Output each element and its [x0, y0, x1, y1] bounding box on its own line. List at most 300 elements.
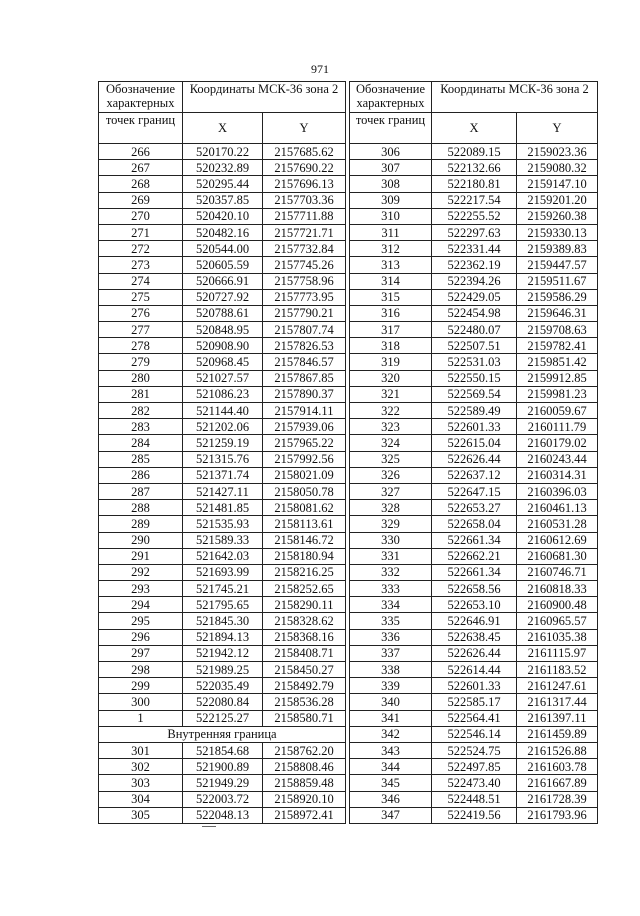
table-row	[99, 645, 346, 661]
y-value: 2158859.48	[263, 775, 346, 791]
table-row	[350, 726, 598, 742]
y-value: 2157773.95	[263, 289, 346, 305]
y-value: 2157807.74	[263, 322, 346, 338]
y-value: 2161526.88	[517, 742, 598, 758]
y-value: 2157696.13	[263, 176, 346, 192]
table-row	[350, 403, 598, 419]
x-value: 521259.19	[183, 435, 263, 451]
table-row	[350, 532, 598, 548]
point-id: 339	[350, 678, 432, 694]
table-row	[350, 322, 598, 338]
point-id: 296	[99, 629, 183, 645]
point-id: 305	[99, 807, 183, 823]
table-row	[350, 483, 598, 499]
point-id: 270	[99, 208, 183, 224]
y-value: 2161397.11	[517, 710, 598, 726]
point-id: 328	[350, 500, 432, 516]
x-value: 522180.81	[432, 176, 517, 192]
y-value: 2159023.36	[517, 144, 598, 160]
table-row	[99, 548, 346, 564]
x-header: X	[432, 113, 517, 144]
y-value: 2158081.62	[263, 500, 346, 516]
point-id: 340	[350, 694, 432, 710]
y-value: 2158920.10	[263, 791, 346, 807]
table-row	[350, 176, 598, 192]
point-id: 341	[350, 710, 432, 726]
x-value: 522626.44	[432, 645, 517, 661]
x-value: 520420.10	[183, 208, 263, 224]
point-id: 273	[99, 257, 183, 273]
point-id: 347	[350, 807, 432, 823]
point-id: 336	[350, 629, 432, 645]
x-value: 522662.21	[432, 548, 517, 564]
table-row	[99, 759, 346, 775]
table-row	[350, 662, 598, 678]
y-value: 2157992.56	[263, 451, 346, 467]
y-value: 2158021.09	[263, 467, 346, 483]
x-value: 522653.10	[432, 597, 517, 613]
col-point-header-cont: точек границ	[99, 113, 183, 144]
point-id: 318	[350, 338, 432, 354]
y-value: 2160531.28	[517, 516, 598, 532]
y-value: 2159912.85	[517, 370, 598, 386]
y-value: 2159447.57	[517, 257, 598, 273]
point-id: 338	[350, 662, 432, 678]
y-value: 2157758.96	[263, 273, 346, 289]
y-value: 2157685.62	[263, 144, 346, 160]
x-value: 522507.51	[432, 338, 517, 354]
point-id: 308	[350, 176, 432, 192]
y-value: 2161035.38	[517, 629, 598, 645]
x-value: 522035.49	[183, 678, 263, 694]
x-value: 522569.54	[432, 386, 517, 402]
table-row	[350, 338, 598, 354]
y-value: 2158180.94	[263, 548, 346, 564]
table-row	[350, 289, 598, 305]
x-value: 522217.54	[432, 192, 517, 208]
table-row	[99, 662, 346, 678]
y-value: 2160681.30	[517, 548, 598, 564]
table-row	[350, 678, 598, 694]
y-value: 2161728.39	[517, 791, 598, 807]
y-value: 2160818.33	[517, 581, 598, 597]
table-row	[350, 645, 598, 661]
point-id: 322	[350, 403, 432, 419]
point-id: 302	[99, 759, 183, 775]
point-id: 297	[99, 645, 183, 661]
point-id: 300	[99, 694, 183, 710]
point-id: 324	[350, 435, 432, 451]
coordinates-table-right	[349, 81, 598, 824]
x-value: 521854.68	[183, 742, 263, 758]
y-value: 2159201.20	[517, 192, 598, 208]
coords-header: Координаты МСК-36 зона 2	[183, 82, 346, 113]
coordinates-table-left	[98, 81, 346, 824]
x-value: 522362.19	[432, 257, 517, 273]
col-point-header-cont: точек границ	[350, 113, 432, 144]
table-row	[350, 160, 598, 176]
point-id: 325	[350, 451, 432, 467]
col-point-header: Обозначение характерных	[99, 82, 183, 113]
table-row	[350, 354, 598, 370]
x-value: 521481.85	[183, 500, 263, 516]
y-value: 2158050.78	[263, 483, 346, 499]
x-value: 522429.05	[432, 289, 517, 305]
point-id: 317	[350, 322, 432, 338]
x-value: 522550.15	[432, 370, 517, 386]
point-id: 291	[99, 548, 183, 564]
point-id: 311	[350, 224, 432, 240]
x-value: 522089.15	[432, 144, 517, 160]
table-row	[99, 144, 346, 160]
y-value: 2161247.61	[517, 678, 598, 694]
y-value: 2161459.89	[517, 726, 598, 742]
x-value: 521027.57	[183, 370, 263, 386]
point-id: 287	[99, 483, 183, 499]
point-id: 266	[99, 144, 183, 160]
table-row	[99, 338, 346, 354]
table-row	[350, 305, 598, 321]
x-value: 520848.95	[183, 322, 263, 338]
section-inner-boundary: Внутренняя граница	[99, 726, 346, 742]
x-value: 522297.63	[432, 224, 517, 240]
y-value: 2160746.71	[517, 564, 598, 580]
point-id: 326	[350, 467, 432, 483]
y-value: 2161667.89	[517, 775, 598, 791]
table-row	[99, 419, 346, 435]
table-row	[99, 775, 346, 791]
table-row	[99, 224, 346, 240]
y-value: 2160179.02	[517, 435, 598, 451]
point-id: 333	[350, 581, 432, 597]
table-row	[99, 354, 346, 370]
table-row	[99, 516, 346, 532]
table-row	[99, 483, 346, 499]
point-id: 313	[350, 257, 432, 273]
table-row	[350, 710, 598, 726]
y-value: 2159389.83	[517, 241, 598, 257]
y-value: 2161603.78	[517, 759, 598, 775]
x-value: 522080.84	[183, 694, 263, 710]
x-value: 522589.49	[432, 403, 517, 419]
x-value: 522473.40	[432, 775, 517, 791]
y-value: 2158808.46	[263, 759, 346, 775]
y-value: 2160396.03	[517, 483, 598, 499]
y-value: 2157790.21	[263, 305, 346, 321]
x-value: 522454.98	[432, 305, 517, 321]
x-value: 520788.61	[183, 305, 263, 321]
point-id: 298	[99, 662, 183, 678]
point-id: 281	[99, 386, 183, 402]
y-value: 2157965.22	[263, 435, 346, 451]
table-row	[350, 759, 598, 775]
table-row	[99, 322, 346, 338]
table-row	[99, 403, 346, 419]
x-value: 522497.85	[432, 759, 517, 775]
x-value: 521900.89	[183, 759, 263, 775]
point-id: 309	[350, 192, 432, 208]
table-row	[350, 548, 598, 564]
y-value: 2159981.23	[517, 386, 598, 402]
y-value: 2159782.41	[517, 338, 598, 354]
point-id: 332	[350, 564, 432, 580]
x-value: 521942.12	[183, 645, 263, 661]
point-id: 307	[350, 160, 432, 176]
x-value: 521845.30	[183, 613, 263, 629]
x-value: 522637.12	[432, 467, 517, 483]
y-value: 2157721.71	[263, 224, 346, 240]
y-value: 2157732.84	[263, 241, 346, 257]
point-id: 293	[99, 581, 183, 597]
table-row	[99, 629, 346, 645]
point-id: 314	[350, 273, 432, 289]
x-value: 522003.72	[183, 791, 263, 807]
y-value: 2160243.44	[517, 451, 598, 467]
point-id: 344	[350, 759, 432, 775]
x-value: 522626.44	[432, 451, 517, 467]
y-value: 2157939.06	[263, 419, 346, 435]
y-value: 2158290.11	[263, 597, 346, 613]
x-value: 520727.92	[183, 289, 263, 305]
x-value: 522661.34	[432, 532, 517, 548]
table-row	[350, 597, 598, 613]
x-value: 522480.07	[432, 322, 517, 338]
y-value: 2160111.79	[517, 419, 598, 435]
x-value: 520605.59	[183, 257, 263, 273]
point-id: 292	[99, 564, 183, 580]
table-row	[99, 273, 346, 289]
x-value: 521535.93	[183, 516, 263, 532]
y-value: 2158762.20	[263, 742, 346, 758]
point-id: 343	[350, 742, 432, 758]
y-value: 2160461.13	[517, 500, 598, 516]
y-value: 2159586.29	[517, 289, 598, 305]
x-value: 522661.34	[432, 564, 517, 580]
point-id: 285	[99, 451, 183, 467]
y-value: 2159260.38	[517, 208, 598, 224]
point-id: 301	[99, 742, 183, 758]
x-value: 521427.11	[183, 483, 263, 499]
y-value: 2158146.72	[263, 532, 346, 548]
point-id: 289	[99, 516, 183, 532]
y-value: 2158252.65	[263, 581, 346, 597]
x-value: 522646.91	[432, 613, 517, 629]
table-row	[350, 241, 598, 257]
point-id: 303	[99, 775, 183, 791]
x-value: 521642.03	[183, 548, 263, 564]
point-id: 320	[350, 370, 432, 386]
point-id: 290	[99, 532, 183, 548]
x-value: 522331.44	[432, 241, 517, 257]
x-value: 520666.91	[183, 273, 263, 289]
x-value: 522394.26	[432, 273, 517, 289]
table-row	[350, 613, 598, 629]
table-row	[350, 775, 598, 791]
y-value: 2160900.48	[517, 597, 598, 613]
table-row	[350, 273, 598, 289]
table-row	[99, 305, 346, 321]
x-value: 522653.27	[432, 500, 517, 516]
table-row	[99, 467, 346, 483]
y-value: 2160612.69	[517, 532, 598, 548]
left-rows-a	[99, 144, 346, 727]
table-row	[99, 807, 346, 823]
coords-header: Координаты МСК-36 зона 2	[432, 82, 598, 113]
point-id: 276	[99, 305, 183, 321]
x-value: 520232.89	[183, 160, 263, 176]
table-row	[99, 289, 346, 305]
point-id: 1	[99, 710, 183, 726]
y-value: 2158328.62	[263, 613, 346, 629]
point-id: 299	[99, 678, 183, 694]
right-rows	[350, 144, 598, 824]
y-value: 2158450.27	[263, 662, 346, 678]
point-id: 316	[350, 305, 432, 321]
point-id: 269	[99, 192, 183, 208]
x-value: 520968.45	[183, 354, 263, 370]
point-id: 283	[99, 419, 183, 435]
x-value: 522132.66	[432, 160, 517, 176]
point-id: 315	[350, 289, 432, 305]
point-id: 323	[350, 419, 432, 435]
point-id: 268	[99, 176, 183, 192]
x-value: 521693.99	[183, 564, 263, 580]
scan-mark	[202, 826, 216, 827]
y-value: 2160059.67	[517, 403, 598, 419]
table-row	[350, 564, 598, 580]
x-value: 522546.14	[432, 726, 517, 742]
table-row	[99, 694, 346, 710]
left-rows-b	[99, 742, 346, 823]
point-id: 310	[350, 208, 432, 224]
table-row	[350, 807, 598, 823]
y-value: 2159511.67	[517, 273, 598, 289]
point-id: 284	[99, 435, 183, 451]
point-id: 294	[99, 597, 183, 613]
table-row	[350, 500, 598, 516]
x-value: 520170.22	[183, 144, 263, 160]
y-value: 2158216.25	[263, 564, 346, 580]
table-row	[350, 144, 598, 160]
table-row	[350, 629, 598, 645]
y-value: 2161115.97	[517, 645, 598, 661]
y-value: 2159851.42	[517, 354, 598, 370]
point-id: 335	[350, 613, 432, 629]
point-id: 334	[350, 597, 432, 613]
point-id: 319	[350, 354, 432, 370]
table-row	[99, 370, 346, 386]
y-value: 2158492.79	[263, 678, 346, 694]
x-value: 522564.41	[432, 710, 517, 726]
table-row	[350, 257, 598, 273]
x-value: 521795.65	[183, 597, 263, 613]
y-value: 2161793.96	[517, 807, 598, 823]
table-row	[350, 516, 598, 532]
point-id: 345	[350, 775, 432, 791]
table-row	[99, 160, 346, 176]
x-value: 520482.16	[183, 224, 263, 240]
y-header: Y	[517, 113, 598, 144]
table-row	[350, 192, 598, 208]
point-id: 337	[350, 645, 432, 661]
table-row	[99, 176, 346, 192]
x-value: 522255.52	[432, 208, 517, 224]
x-value: 522531.03	[432, 354, 517, 370]
x-value: 522647.15	[432, 483, 517, 499]
x-value: 520295.44	[183, 176, 263, 192]
table-row	[350, 451, 598, 467]
table-row	[350, 224, 598, 240]
point-id: 321	[350, 386, 432, 402]
x-value: 522614.44	[432, 662, 517, 678]
table-row	[99, 597, 346, 613]
table-row	[99, 532, 346, 548]
point-id: 272	[99, 241, 183, 257]
col-point-header: Обозначение характерных	[350, 82, 432, 113]
table-row	[350, 791, 598, 807]
table-row	[350, 370, 598, 386]
y-value: 2158368.16	[263, 629, 346, 645]
y-value: 2158408.71	[263, 645, 346, 661]
y-value: 2157846.57	[263, 354, 346, 370]
table-row	[99, 241, 346, 257]
x-value: 522638.45	[432, 629, 517, 645]
point-id: 306	[350, 144, 432, 160]
point-id: 267	[99, 160, 183, 176]
x-value: 520357.85	[183, 192, 263, 208]
table-row	[350, 386, 598, 402]
y-value: 2160965.57	[517, 613, 598, 629]
x-value: 521144.40	[183, 403, 263, 419]
point-id: 275	[99, 289, 183, 305]
x-value: 522524.75	[432, 742, 517, 758]
table-row	[99, 192, 346, 208]
x-value: 522419.56	[432, 807, 517, 823]
y-value: 2158113.61	[263, 516, 346, 532]
table-row	[99, 451, 346, 467]
y-value: 2157914.11	[263, 403, 346, 419]
y-value: 2158972.41	[263, 807, 346, 823]
x-value: 522658.56	[432, 581, 517, 597]
table-row	[99, 500, 346, 516]
table-row	[99, 613, 346, 629]
y-value: 2159330.13	[517, 224, 598, 240]
x-value: 521315.76	[183, 451, 263, 467]
point-id: 327	[350, 483, 432, 499]
x-value: 521949.29	[183, 775, 263, 791]
point-id: 279	[99, 354, 183, 370]
y-value: 2157745.26	[263, 257, 346, 273]
table-row	[99, 564, 346, 580]
point-id: 329	[350, 516, 432, 532]
x-header: X	[183, 113, 263, 144]
point-id: 295	[99, 613, 183, 629]
table-row	[99, 678, 346, 694]
x-value: 520908.90	[183, 338, 263, 354]
y-value: 2159646.31	[517, 305, 598, 321]
x-value: 521371.74	[183, 467, 263, 483]
point-id: 288	[99, 500, 183, 516]
y-value: 2157890.37	[263, 386, 346, 402]
x-value: 522601.33	[432, 678, 517, 694]
y-value: 2157711.88	[263, 208, 346, 224]
point-id: 282	[99, 403, 183, 419]
point-id: 274	[99, 273, 183, 289]
table-row	[350, 581, 598, 597]
y-value: 2159147.10	[517, 176, 598, 192]
x-value: 522448.51	[432, 791, 517, 807]
x-value: 522601.33	[432, 419, 517, 435]
